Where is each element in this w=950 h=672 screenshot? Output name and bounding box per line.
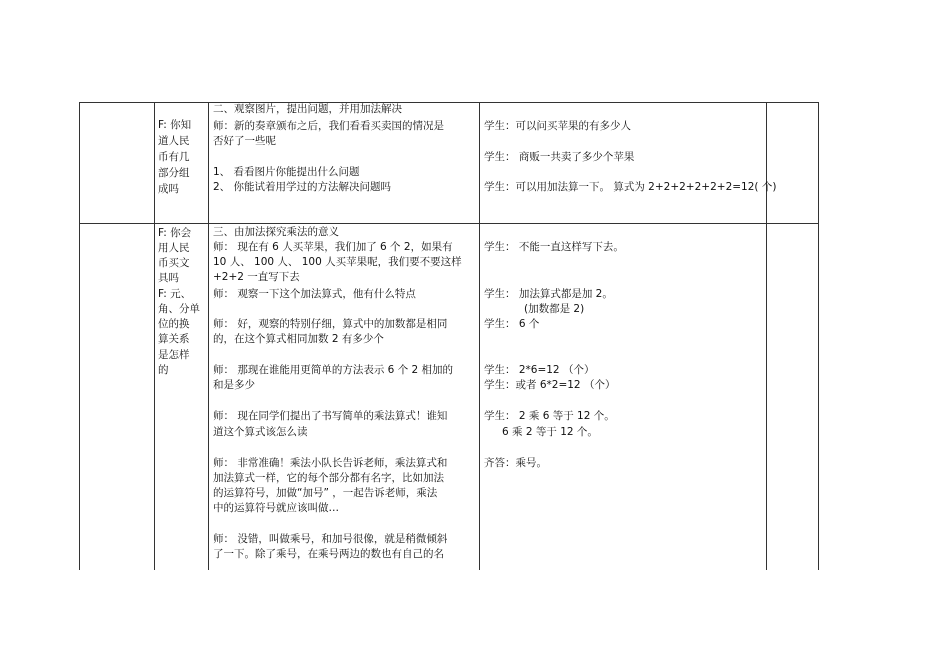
- row2-teacher-line: 师： 好，观察的特别仔细，算式中的加数都是相同: [213, 318, 448, 330]
- row2-student-line: 学生：或者 6*2=12 （个）: [484, 379, 616, 391]
- row2-teacher-line: 师： 现在同学们提出了书写简单的乘法算式！谁知: [213, 410, 448, 422]
- row1-question-line: 部分组: [158, 167, 190, 179]
- row2-student-line: 学生： 不能一直这样写下去。: [484, 241, 624, 253]
- row2-teacher-line: 师： 没错，叫做乘号，和加号很像，就是稍微倾斜: [213, 533, 448, 545]
- row2-student-line: 齐答：乘号。: [484, 457, 547, 469]
- row2-question-line: 算关系: [158, 333, 190, 345]
- row1-question-line: 道人民: [158, 135, 190, 147]
- col-border-1: [154, 102, 155, 570]
- row1-question-line: F: 你知: [158, 119, 192, 131]
- col-border-4: [766, 102, 767, 570]
- row2-teacher-line: 师： 非常准确！乘法小队长告诉老师，乘法算式和: [213, 457, 448, 469]
- row2-teacher-line: 师： 观察一下这个加法算式，他有什么特点: [213, 288, 416, 300]
- row2-question-line: 位的换: [158, 318, 190, 330]
- row2-teacher-line: 的运算符号，加做“加号” ，一起告诉老师，乘法: [213, 487, 438, 499]
- row2-student-line: 学生： 6 个: [484, 318, 540, 330]
- row2-question-line: 用人民: [158, 242, 190, 254]
- row1-student-line: 学生： 商贩一共卖了多少个苹果: [484, 151, 635, 163]
- row1-question-line: 成吗: [158, 183, 179, 195]
- row2-teacher-line: 的，在这个算式相同加数 2 有多少个: [213, 333, 384, 345]
- row2-teacher-line: +2+2 一直写下去: [213, 271, 300, 283]
- col-border-3: [479, 102, 480, 570]
- row2-teacher-line: 中的运算符号就应该叫做…: [213, 502, 339, 514]
- row-divider: [79, 223, 819, 224]
- table-top-border: [79, 102, 819, 103]
- row2-teacher-line: 加法算式一样，它的每个部分都有名字，比如加法: [213, 472, 444, 484]
- col-border-right: [818, 102, 819, 570]
- row2-teacher-line: 和是多少: [213, 379, 255, 391]
- row2-question-line: F: 元、: [158, 288, 192, 300]
- row2-teacher-line: 三、由加法探究乘法的意义: [213, 226, 339, 238]
- row2-student-line: 学生： 2 乘 6 等于 12 个。: [484, 410, 615, 422]
- row2-teacher-line: 10 人、 100 人、 100 人买苹果呢，我们要不要这样: [213, 256, 462, 268]
- col-border-left: [79, 102, 80, 570]
- row2-student-line: 6 乘 2 等于 12 个。: [502, 426, 598, 438]
- row1-question-line: 币有几: [158, 151, 190, 163]
- col-border-2: [208, 102, 209, 570]
- row2-teacher-line: 了一下。除了乘号，在乘号两边的数也有自己的名: [213, 548, 444, 560]
- row2-question-line: 币买文: [158, 257, 190, 269]
- row2-teacher-line: 师： 那现在谁能用更简单的方法表示 6 个 2 相加的: [213, 364, 454, 376]
- row2-student-line: 学生： 加法算式都是加 2。: [484, 288, 613, 300]
- row1-teacher-line: 二、观察图片，提出问题，并用加法解决: [213, 103, 402, 115]
- row1-student-line: 学生：可以问买苹果的有多少人: [484, 120, 631, 132]
- row2-question-line: 是怎样: [158, 349, 190, 361]
- row2-question-line: 的: [158, 364, 169, 376]
- row2-question-line: 角、分单: [158, 303, 200, 315]
- row1-student-line: 学生：可以用加法算一下。 算式为 2+2+2+2+2+2=12( 个): [484, 181, 777, 193]
- row1-teacher-line: 否好了一些呢: [213, 135, 276, 147]
- row2-teacher-line: 道这个算式该怎么读: [213, 426, 308, 438]
- row2-student-line: 学生： 2*6=12 （个）: [484, 364, 595, 376]
- row2-question-line: F: 你会: [158, 227, 192, 239]
- row2-question-line: 具吗: [158, 272, 179, 284]
- row1-teacher-line: 1、 看看图片你能提出什么问题: [213, 166, 360, 178]
- row1-teacher-line: 2、 你能试着用学过的方法解决问题吗: [213, 181, 392, 193]
- row2-student-line: (加数都是 2): [524, 303, 585, 315]
- row2-teacher-line: 师： 现在有 6 人买苹果，我们加了 6 个 2，如果有: [213, 241, 453, 253]
- row1-teacher-line: 师：新的奏章颁布之后，我们看看买卖国的情况是: [213, 120, 444, 132]
